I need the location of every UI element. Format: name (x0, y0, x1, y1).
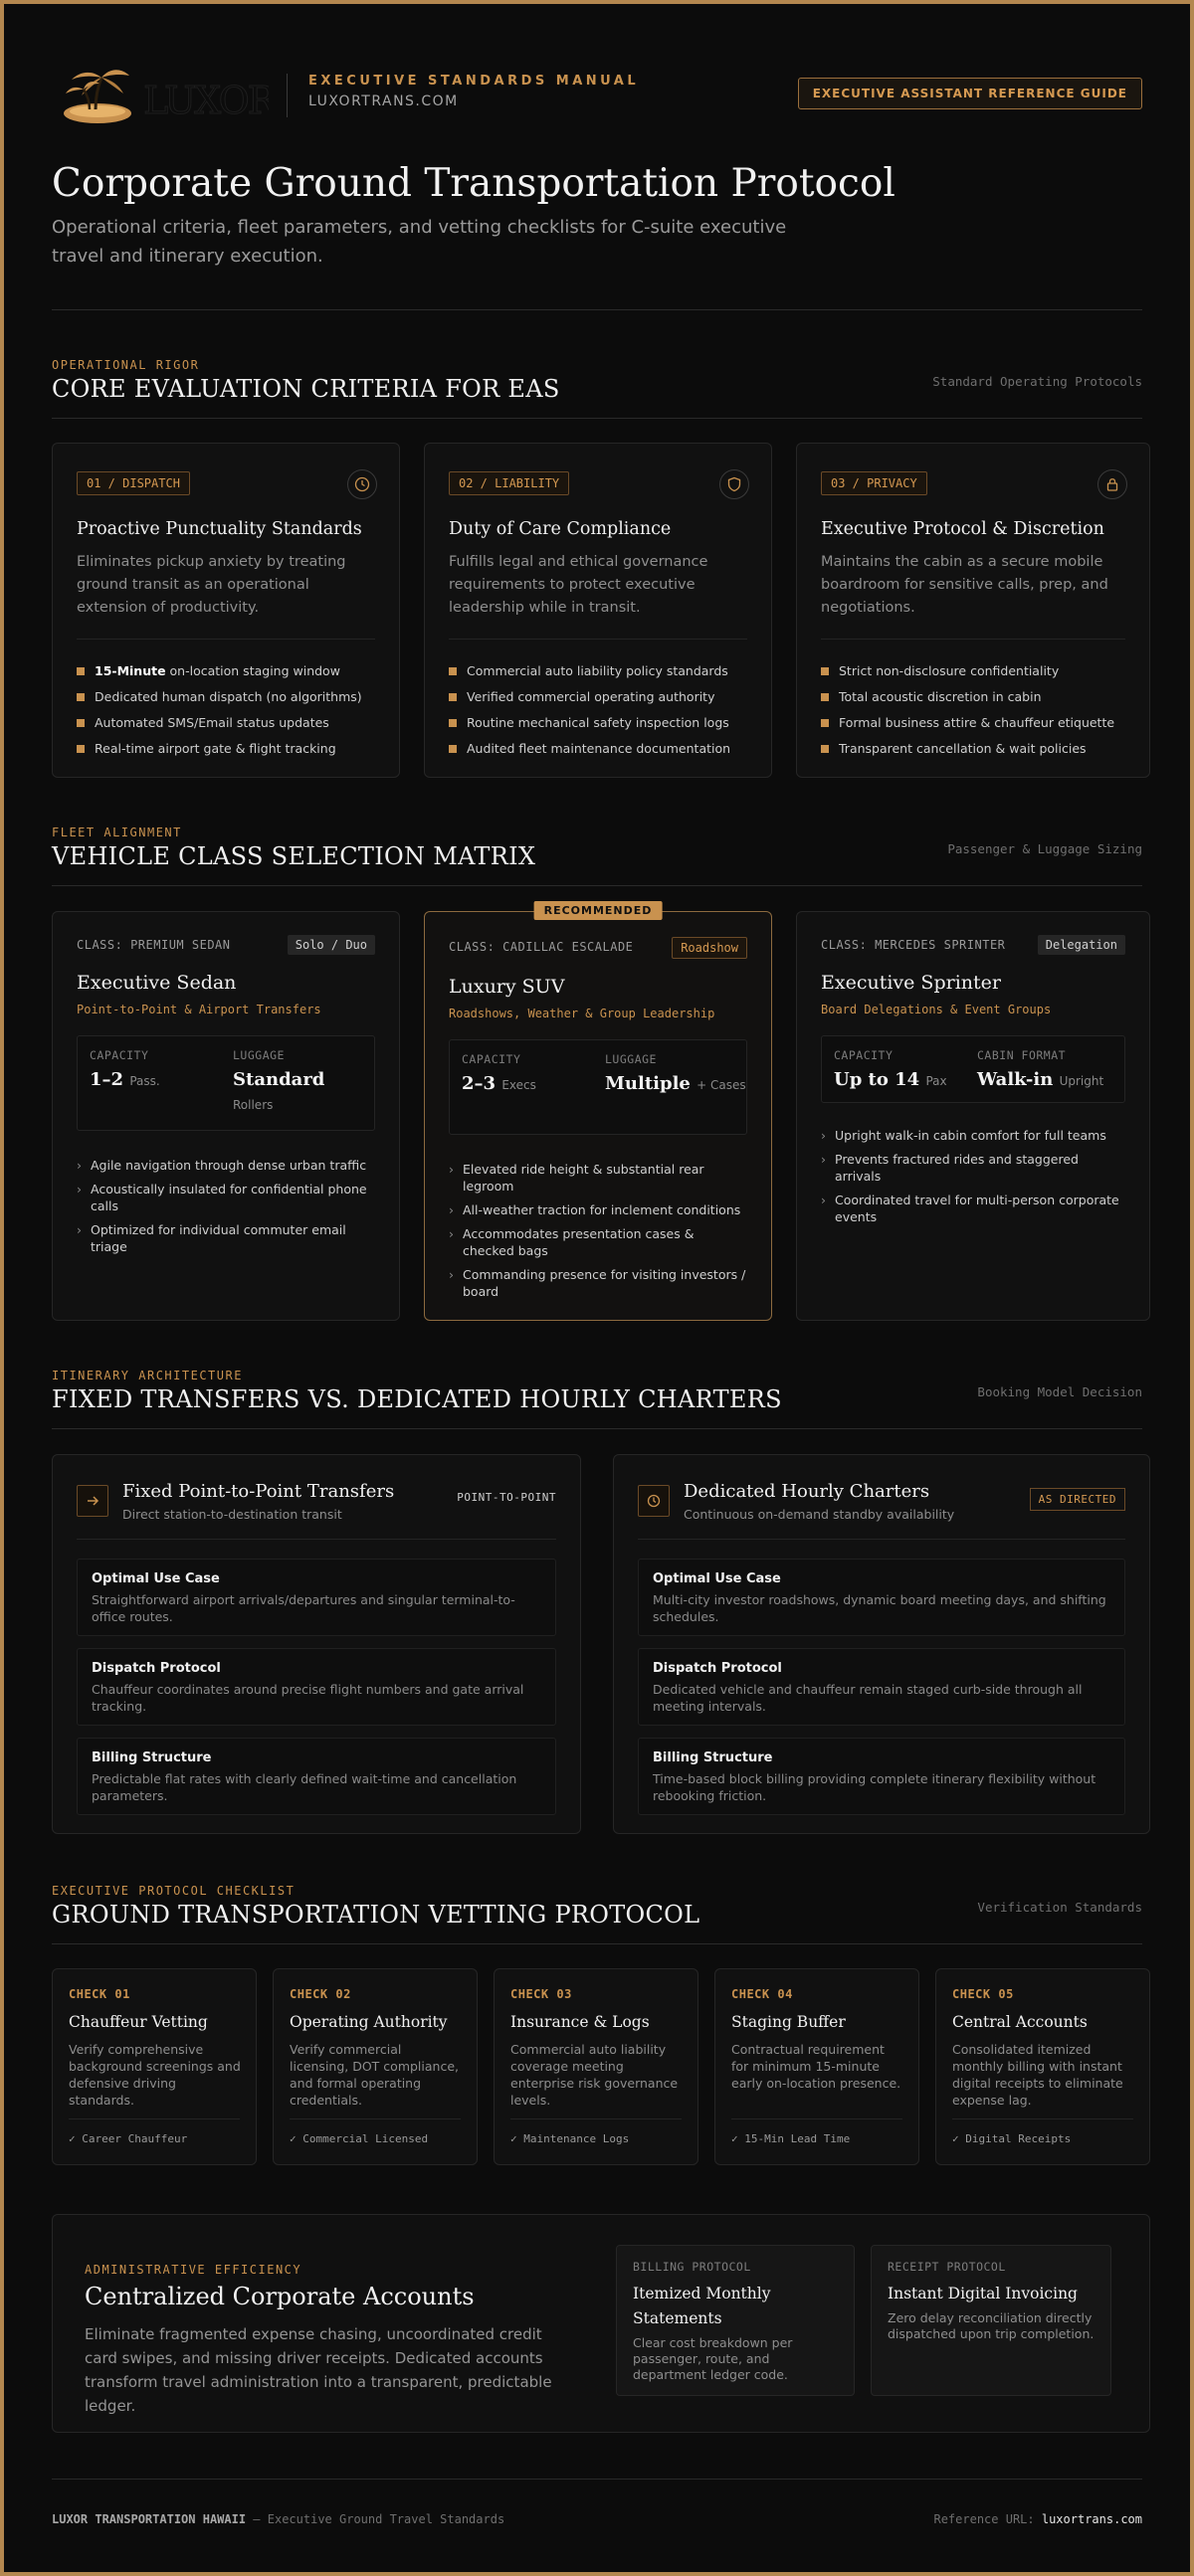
list-item: › Accommodates presentation cases & checked bags (449, 1225, 747, 1259)
criteria-tag: 01 / DISPATCH (77, 471, 190, 495)
vehicle-card-sedan[interactable] (52, 911, 400, 1321)
recommended-badge: RECOMMENDED (534, 901, 663, 920)
vehicle-name: Luxury SUV (449, 976, 565, 998)
check-title: Operating Authority (290, 2013, 448, 2031)
divider (52, 309, 1142, 310)
page-subtitle: Operational criteria, fleet parameters, and vetting checklists for C-suite executive travel and itinerary execution. (52, 217, 787, 267)
criteria-description: Fulfills legal and ethical governance requirements to protect executive leadership while in transit. (449, 554, 708, 616)
footer-company: LUXOR TRANSPORTATION HAWAII — Executive Ground Travel Standards (52, 2512, 505, 2526)
list-item: Verified commercial operating authority (449, 684, 755, 710)
section-title: FIXED TRANSFERS VS. DEDICATED HOURLY CHARTERS (52, 1385, 782, 1413)
transfer-subtitle: Continuous on-demand standby availability (684, 1507, 955, 1522)
list-item: › All-weather traction for inclement conditions (449, 1201, 747, 1218)
transfer-subtitle: Direct station-to-destination transit (122, 1507, 342, 1522)
check-description: Verify commercial licensing, DOT compliance, and formal operating credentials. (290, 2042, 459, 2108)
check-description: Commercial auto liability coverage meeting enterprise risk governance levels. (510, 2042, 679, 2108)
vehicle-badge: Roadshow (672, 937, 747, 959)
billing-protocol-card: BILLING PROTOCOL Itemized Monthly Statements Clear cost breakdown per passenger, route, and department ledger code. (616, 2245, 855, 2396)
luxor-logo[interactable] (60, 64, 269, 129)
check-title: Staging Buffer (731, 2013, 846, 2031)
vehicle-specs (821, 1035, 1125, 1103)
spec-luggage: LUGGAGE Standard Rollers (233, 1048, 325, 1112)
transfer-detail: Billing Structure Time-based block billing providing complete itinerary flexibility without rebooking friction. (638, 1738, 1125, 1815)
criteria-list (821, 658, 1133, 762)
vehicle-use: Board Delegations & Event Groups (821, 1003, 1052, 1016)
section-meta: Standard Operating Protocols (932, 374, 1142, 389)
spec-cabin-format: CABIN FORMAT Walk-in Upright (977, 1048, 1104, 1090)
divider (52, 418, 1142, 419)
shield-icon (719, 469, 749, 499)
list-item: › Acoustically insulated for confidential phone calls (77, 1181, 375, 1214)
spec-capacity: CAPACITY 1–2 Pass. (90, 1048, 160, 1090)
criteria-title: Proactive Punctuality Standards (77, 519, 362, 539)
check-description: Contractual requirement for minimum 15-minute early on-location presence. (731, 2042, 901, 2091)
list-item: Dedicated human dispatch (no algorithms) (77, 684, 383, 710)
check-footer: ✓ Digital Receipts (952, 2132, 1072, 2145)
brand-divider (287, 74, 288, 117)
check-footer: ✓ Career Chauffeur (69, 2132, 188, 2145)
divider (510, 2118, 682, 2119)
check-number: CHECK 04 (731, 1987, 793, 2001)
clock-icon (638, 1485, 670, 1517)
vetting-card (52, 1968, 257, 2165)
divider (449, 639, 747, 640)
accounts-title: Centralized Corporate Accounts (85, 2283, 475, 2310)
criteria-card-liability (424, 443, 772, 778)
check-number: CHECK 02 (290, 1987, 351, 2001)
transfer-title: Dedicated Hourly Charters (684, 1481, 930, 1502)
criteria-list (77, 658, 383, 762)
vehicle-card-suv[interactable] (424, 904, 772, 1321)
transfer-detail: Optimal Use Case Straightforward airport arrivals/departures and singular terminal-to-office routes. (77, 1559, 556, 1636)
list-item: Transparent cancellation & wait policies (821, 736, 1133, 762)
header (52, 64, 1142, 133)
reference-guide-button[interactable]: EXECUTIVE ASSISTANT REFERENCE GUIDE (798, 78, 1142, 109)
list-item: Routine mechanical safety inspection logs (449, 710, 755, 736)
vehicle-features (449, 1161, 747, 1307)
list-item: Automated SMS/Email status updates (77, 710, 383, 736)
transfer-card-point-to-point[interactable] (52, 1454, 581, 1834)
section-title: GROUND TRANSPORTATION VETTING PROTOCOL (52, 1901, 700, 1929)
divider (52, 1428, 1142, 1429)
list-item: › Elevated ride height & substantial rear legroom (449, 1161, 747, 1195)
check-footer: ✓ 15-Min Lead Time (731, 2132, 851, 2145)
vehicle-use: Roadshows, Weather & Group Leadership (449, 1007, 715, 1020)
vetting-card (494, 1968, 698, 2165)
vehicle-name: Executive Sprinter (821, 972, 1001, 994)
transfer-detail: Dispatch Protocol Chauffeur coordinates around precise flight numbers and gate arrival tracking. (77, 1648, 556, 1726)
divider (77, 1539, 556, 1540)
logo-wordmark: LUXOR (143, 79, 269, 122)
criteria-title: Duty of Care Compliance (449, 519, 672, 539)
list-item: › Coordinated travel for multi-person corporate events (821, 1192, 1125, 1225)
vehicle-badge: Solo / Duo (288, 935, 375, 955)
check-description: Consolidated itemized monthly billing with instant digital receipts to eliminate expense lag. (952, 2042, 1123, 2108)
vehicle-features (821, 1127, 1125, 1232)
clock-icon (347, 469, 377, 499)
section-kicker: ITINERARY ARCHITECTURE (52, 1369, 243, 1382)
criteria-description: Maintains the cabin as a secure mobile boardroom for sensitive calls, prep, and negotiations. (821, 554, 1108, 616)
list-item: Strict non-disclosure confidentiality (821, 658, 1133, 684)
footer-url-link[interactable]: luxortrans.com (1041, 2512, 1142, 2526)
spec-luggage: LUGGAGE Multiple + Cases (605, 1052, 746, 1094)
section-meta: Verification Standards (977, 1900, 1142, 1915)
corporate-accounts-panel (52, 2214, 1150, 2433)
accounts-description: Eliminate fragmented expense chasing, uncoordinated credit card swipes, and missing driver receipts. Dedicated accounts transform travel administration into a transparent, predictable ledger. (85, 2325, 552, 2415)
check-title: Central Accounts (952, 2013, 1088, 2031)
criteria-card-dispatch (52, 443, 400, 778)
list-item: › Prevents fractured rides and staggered arrivals (821, 1151, 1125, 1185)
list-item: › Optimized for individual commuter email triage (77, 1221, 375, 1255)
arrow-right-icon (77, 1485, 108, 1517)
vetting-card (714, 1968, 919, 2165)
criteria-list (449, 658, 755, 762)
divider (52, 2479, 1142, 2480)
check-title: Insurance & Logs (510, 2013, 650, 2031)
criteria-card-privacy (796, 443, 1150, 778)
transfer-title: Fixed Point-to-Point Transfers (122, 1481, 395, 1502)
lock-icon (1097, 469, 1127, 499)
spec-capacity: CAPACITY 2–3 Execs (462, 1052, 536, 1094)
section-meta: Booking Model Decision (977, 1384, 1142, 1399)
footer-reference: Reference URL: luxortrans.com (933, 2512, 1142, 2526)
divider (821, 639, 1125, 640)
section-kicker: OPERATIONAL RIGOR (52, 358, 200, 372)
site-url[interactable]: LUXORTRANS.COM (308, 93, 459, 109)
spec-capacity: CAPACITY Up to 14 Pax (834, 1048, 947, 1090)
divider (52, 1943, 1142, 1944)
check-footer: ✓ Maintenance Logs (510, 2132, 630, 2145)
divider (290, 2118, 461, 2119)
check-title: Chauffeur Vetting (69, 2013, 208, 2031)
divider (638, 1539, 1125, 1540)
section-kicker: FLEET ALIGNMENT (52, 826, 182, 839)
section-title: VEHICLE CLASS SELECTION MATRIX (52, 842, 536, 870)
transfer-detail: Optimal Use Case Multi-city investor roadshows, dynamic board meeting days, and shifting schedules. (638, 1559, 1125, 1636)
check-number: CHECK 01 (69, 1987, 130, 2001)
check-description: Verify comprehensive background screenings and defensive driving standards. (69, 2042, 241, 2108)
list-item: Formal business attire & chauffeur etiquette (821, 710, 1133, 736)
list-item: Audited fleet maintenance documentation (449, 736, 755, 762)
vehicle-class: CLASS: PREMIUM SEDAN (77, 938, 231, 952)
check-number: CHECK 05 (952, 1987, 1014, 2001)
divider (77, 639, 375, 640)
list-item: › Upright walk-in cabin comfort for full teams (821, 1127, 1125, 1144)
vehicle-badge: Delegation (1038, 935, 1125, 955)
list-item: › Agile navigation through dense urban traffic (77, 1157, 375, 1174)
vehicle-name: Executive Sedan (77, 972, 237, 994)
list-item: Real-time airport gate & flight tracking (77, 736, 383, 762)
criteria-description: Eliminates pickup anxiety by treating ground transit as an operational extension of productivity. (77, 554, 346, 616)
check-footer: ✓ Commercial Licensed (290, 2132, 429, 2145)
vehicle-use: Point-to-Point & Airport Transfers (77, 1003, 321, 1016)
vehicle-features (77, 1157, 375, 1262)
criteria-tag: 03 / PRIVACY (821, 471, 927, 495)
transfer-tag: POINT-TO-POINT (457, 1491, 556, 1504)
divider (69, 2118, 240, 2119)
accounts-kicker: ADMINISTRATIVE EFFICIENCY (85, 2263, 302, 2277)
list-item: 15-Minute on-location staging window (77, 658, 383, 684)
list-item: Total acoustic discretion in cabin (821, 684, 1133, 710)
divider (731, 2118, 902, 2119)
section-kicker: EXECUTIVE PROTOCOL CHECKLIST (52, 1884, 296, 1898)
criteria-tag: 02 / LIABILITY (449, 471, 569, 495)
manual-title: EXECUTIVE STANDARDS MANUAL (308, 74, 640, 89)
divider (952, 2118, 1133, 2119)
divider (52, 885, 1142, 886)
criteria-title: Executive Protocol & Discretion (821, 519, 1104, 539)
vehicle-class: CLASS: MERCEDES SPRINTER (821, 938, 1006, 952)
check-number: CHECK 03 (510, 1987, 572, 2001)
transfer-tag: AS DIRECTED (1030, 1488, 1125, 1511)
section-title: CORE EVALUATION CRITERIA FOR EAS (52, 375, 560, 403)
transfer-card-hourly[interactable] (613, 1454, 1150, 1834)
vehicle-specs (449, 1039, 747, 1135)
vetting-card (273, 1968, 478, 2165)
vehicle-card-sprinter[interactable] (796, 911, 1150, 1321)
list-item: › Commanding presence for visiting investors / board (449, 1266, 747, 1300)
vetting-card (935, 1968, 1150, 2165)
page-title: Corporate Ground Transportation Protocol (52, 161, 896, 206)
transfer-detail: Billing Structure Predictable flat rates with clearly defined wait-time and cancellation parameters. (77, 1738, 556, 1815)
transfer-detail: Dispatch Protocol Dedicated vehicle and chauffeur remain staged curb-side through all meeting intervals. (638, 1648, 1125, 1726)
receipt-protocol-card: RECEIPT PROTOCOL Instant Digital Invoicing Zero delay reconciliation directly dispatched upon trip completion. (871, 2245, 1111, 2396)
section-meta: Passenger & Luggage Sizing (947, 841, 1142, 856)
list-item: Commercial auto liability policy standards (449, 658, 755, 684)
vehicle-class: CLASS: CADILLAC ESCALADE (449, 940, 634, 954)
vehicle-specs (77, 1035, 375, 1131)
